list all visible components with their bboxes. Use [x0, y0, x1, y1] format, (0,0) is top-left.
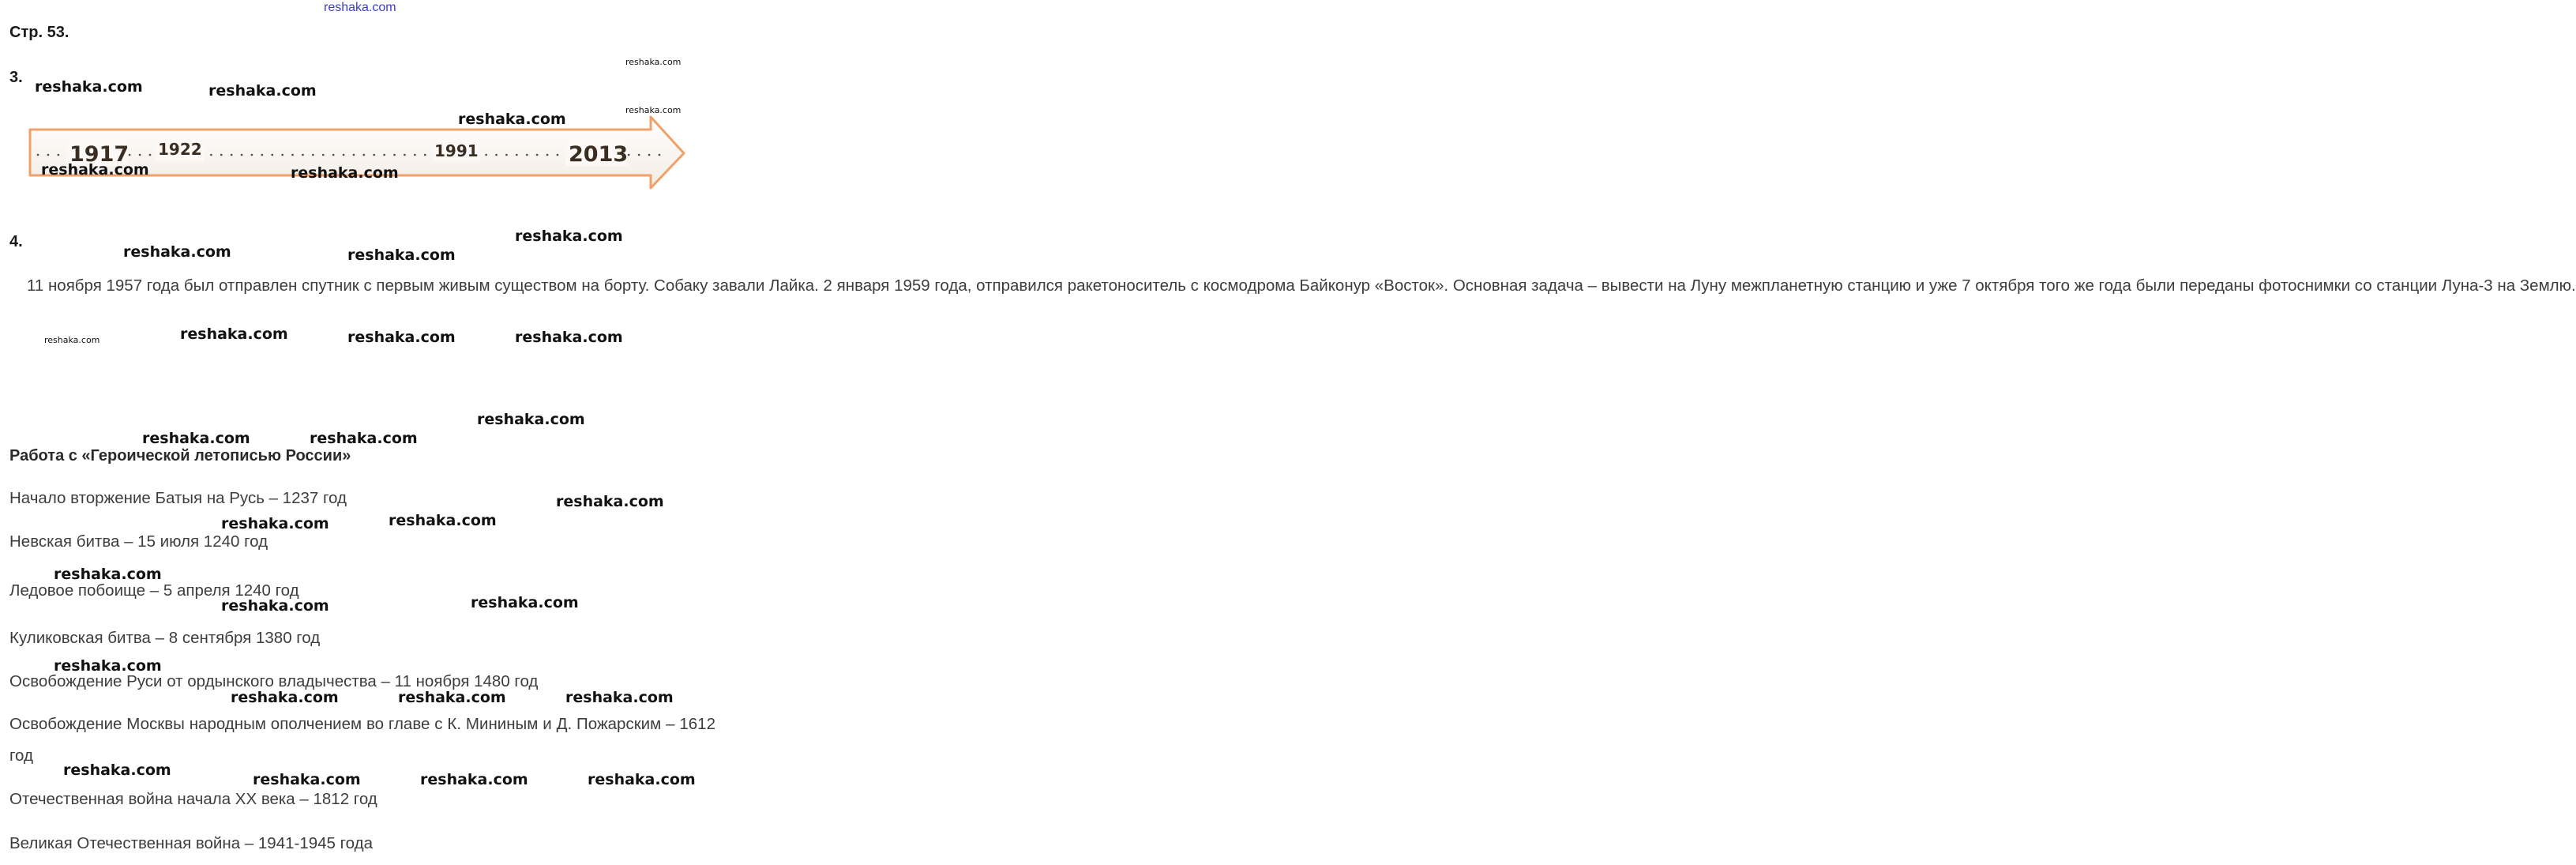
chronicle-entry: Куликовская битва – 8 сентября 1380 год [9, 629, 321, 647]
watermark: reshaka.com [347, 329, 456, 346]
task-4-text: 11 ноября 1957 года был отправлен спутник с первым живым существом на борту. Собаку завали Лайка. 2 января 1959 года, отправился ракетоноситель с космодрома Байконур «Восток». Основная задача – вывести на Луну межпланетную станцию и уже 7 октября того же года были переданы фотоснимки со станции Луна-3 на Землю. [27, 276, 2576, 295]
watermark: reshaka.com [44, 335, 100, 345]
watermark: reshaka.com [221, 515, 329, 532]
watermark: reshaka.com [291, 164, 399, 182]
page-title: Стр. 53. [9, 24, 69, 41]
watermark: reshaka.com [54, 566, 162, 583]
watermark: reshaka.com [565, 689, 674, 706]
watermark: reshaka.com [477, 411, 585, 428]
site-link[interactable]: reshaka.com [324, 1, 396, 14]
watermark: reshaka.com [310, 430, 418, 447]
watermark: reshaka.com [458, 111, 566, 128]
watermark: reshaka.com [253, 771, 361, 788]
chronicle-entry: Отечественная война начала XX века – 1812 год [9, 790, 377, 808]
watermark: reshaka.com [625, 105, 682, 115]
chronicle-entry: Освобождение Руси от ордынского владычества – 11 ноября 1480 год [9, 672, 539, 690]
chronicle-entry: Великая Отечественная война – 1941-1945 года [9, 834, 373, 852]
watermark: reshaka.com [208, 82, 317, 100]
watermark: reshaka.com [515, 228, 623, 245]
timeline-year-1917: 1917 [69, 142, 130, 167]
watermark: reshaka.com [471, 594, 579, 611]
task-4-paragraph [9, 270, 2576, 302]
task-4-number: 4. [9, 233, 23, 250]
watermark: reshaka.com [515, 329, 623, 346]
watermark: reshaka.com [347, 246, 456, 264]
chronicle-entry: Начало вторжение Батыя на Русь – 1237 год [9, 489, 347, 507]
watermark: reshaka.com [180, 325, 288, 343]
timeline-year-1991: 1991 [434, 141, 479, 160]
watermark: reshaka.com [41, 161, 149, 179]
chronicle-entry: Невская битва – 15 июля 1240 год [9, 532, 268, 551]
watermark: reshaka.com [54, 657, 162, 675]
watermark: reshaka.com [142, 430, 250, 447]
watermark: reshaka.com [123, 243, 231, 261]
watermark: reshaka.com [389, 512, 497, 529]
chronicle-entry: Ледовое побоище – 5 апреля 1240 год [9, 581, 299, 600]
timeline-year-1922: 1922 [158, 140, 202, 159]
watermark: reshaka.com [63, 762, 171, 779]
watermark: reshaka.com [556, 493, 664, 510]
watermark: reshaka.com [35, 78, 143, 96]
task-3-number: 3. [9, 69, 23, 86]
watermark: reshaka.com [625, 57, 682, 67]
watermark: reshaka.com [420, 771, 528, 788]
chronicle-title: Работа с «Героической летописью России» [9, 447, 351, 464]
timeline-year-2013: 2013 [569, 142, 629, 167]
watermark: reshaka.com [221, 597, 329, 615]
watermark: reshaka.com [588, 771, 696, 788]
watermark: reshaka.com [398, 689, 506, 706]
chronicle-entry: Освобождение Москвы народным ополчением во главе с К. Мининым и Д. Пожарским – 1612 год [9, 715, 715, 765]
watermark: reshaka.com [231, 689, 339, 706]
